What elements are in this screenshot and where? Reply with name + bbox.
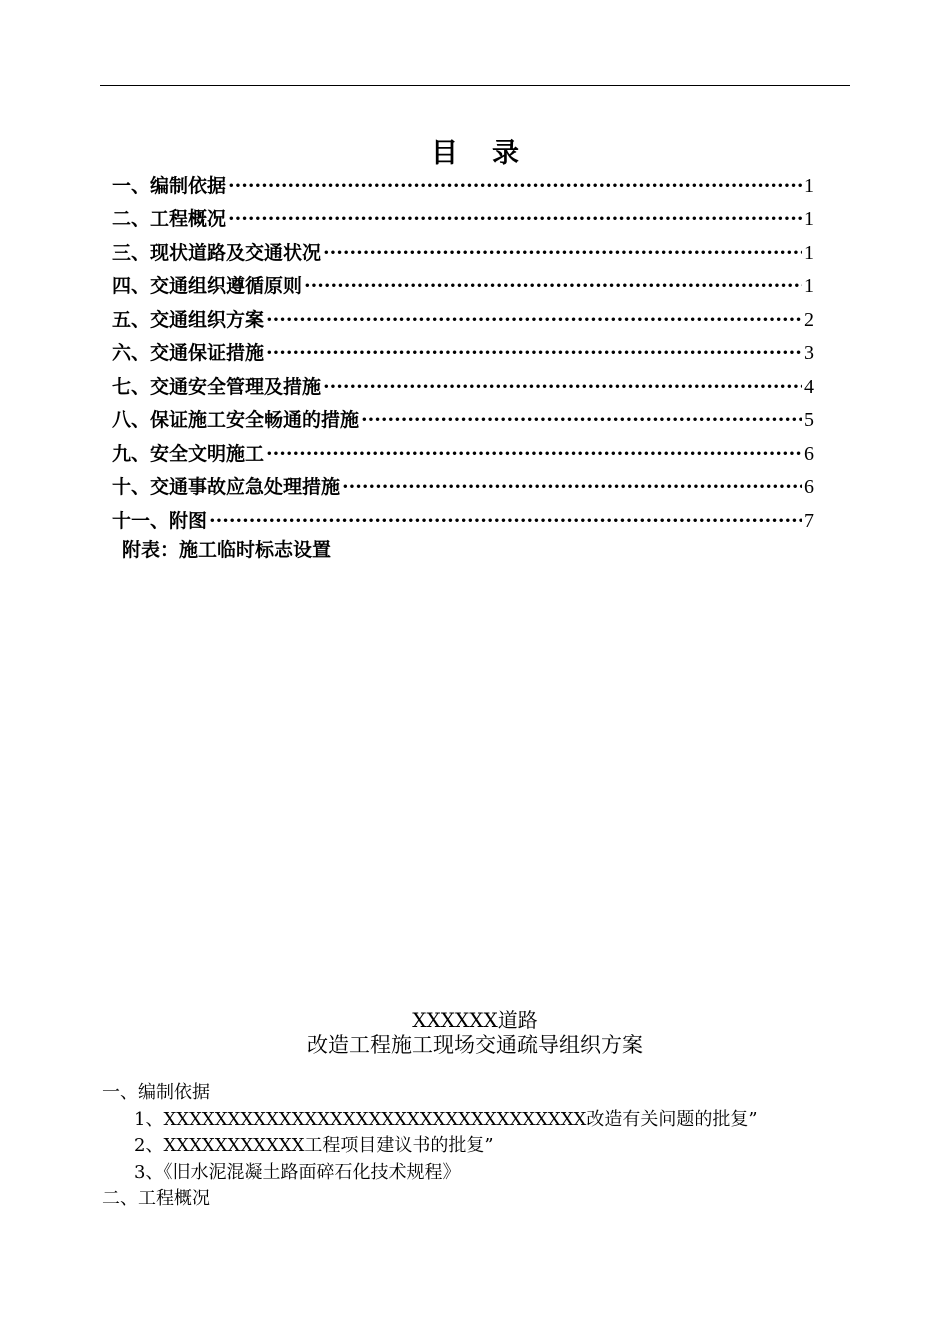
toc-entry-page: 3 [804,342,814,364]
toc-entry[interactable] [112,300,814,334]
document-title-line1: XXXXXX道路 [412,1008,538,1032]
toc-entry[interactable] [112,166,814,200]
toc-entry[interactable] [112,434,814,468]
toc-entry-label: 十一、附图 [112,509,208,532]
toc-entry[interactable] [112,468,814,502]
toc-entry[interactable] [112,267,814,301]
toc-entry[interactable] [112,334,814,368]
toc-dot-leader [266,440,802,468]
toc-appendix-entry[interactable]: 附表：施工临时标志设置 [122,539,332,561]
toc-entry-page: 1 [804,241,814,264]
toc-entry[interactable] [112,233,814,267]
toc-entry-label: 五、交通组织方案 [112,308,265,331]
toc-entry-page: 6 [804,476,814,498]
toc-dot-leader [342,473,802,501]
toc-dot-leader [323,373,802,401]
toc-dot-leader [209,507,802,535]
toc-entry[interactable] [112,200,814,234]
toc-list [112,166,814,535]
document-title-line2: 改造工程施工现场交通疏导组织方案 [307,1033,643,1057]
toc-entry[interactable] [112,401,814,435]
toc-dot-leader [228,172,802,200]
toc-entry-page: 1 [804,275,814,297]
toc-entry-label: 三、现状道路及交通状况 [112,241,322,264]
toc-entry-page: 5 [804,409,814,431]
toc-dot-leader [323,239,802,267]
toc-entry-page: 4 [804,375,814,398]
toc-entry-label: 一、编制依据 [112,174,227,197]
toc-dot-leader [266,339,802,367]
section-heading: 二、工程概况 [102,1188,210,1209]
section-heading: 一、编制依据 [102,1082,210,1103]
basis-item: 1、XXXXXXXXXXXXXXXXXXXXXXXXXXXXXXXXX改造有关问题的批复” [134,1108,758,1130]
toc-entry-page: 6 [804,442,814,465]
toc-entry-label: 十、交通事故应急处理措施 [112,476,341,498]
toc-entry[interactable] [112,501,814,535]
toc-entry-label: 七、交通安全管理及措施 [112,375,322,398]
header-rule [100,85,850,86]
toc-entry-page: 7 [804,509,814,532]
basis-item: 2、XXXXXXXXXXX工程项目建议书的批复” [134,1135,494,1156]
toc-entry-label: 六、交通保证措施 [112,342,265,364]
toc-dot-leader [266,306,802,334]
basis-item: 3、《旧水泥混凝土路面碎石化技术规程》 [134,1161,461,1183]
toc-entry-page: 2 [804,308,814,331]
toc-entry[interactable] [112,367,814,401]
toc-dot-leader [228,205,802,233]
toc-dot-leader [361,406,802,434]
toc-entry-label: 四、交通组织遵循原则 [112,275,303,297]
toc-entry-label: 二、工程概况 [112,208,227,230]
toc-entry-page: 1 [804,208,814,230]
toc-entry-label: 九、安全文明施工 [112,442,265,465]
document-body [102,1080,758,1213]
toc-dot-leader [304,272,802,300]
toc-entry-label: 八、保证施工安全畅通的措施 [112,409,360,431]
toc-entry-page: 1 [804,174,814,197]
toc-title: 目录 [431,138,553,169]
